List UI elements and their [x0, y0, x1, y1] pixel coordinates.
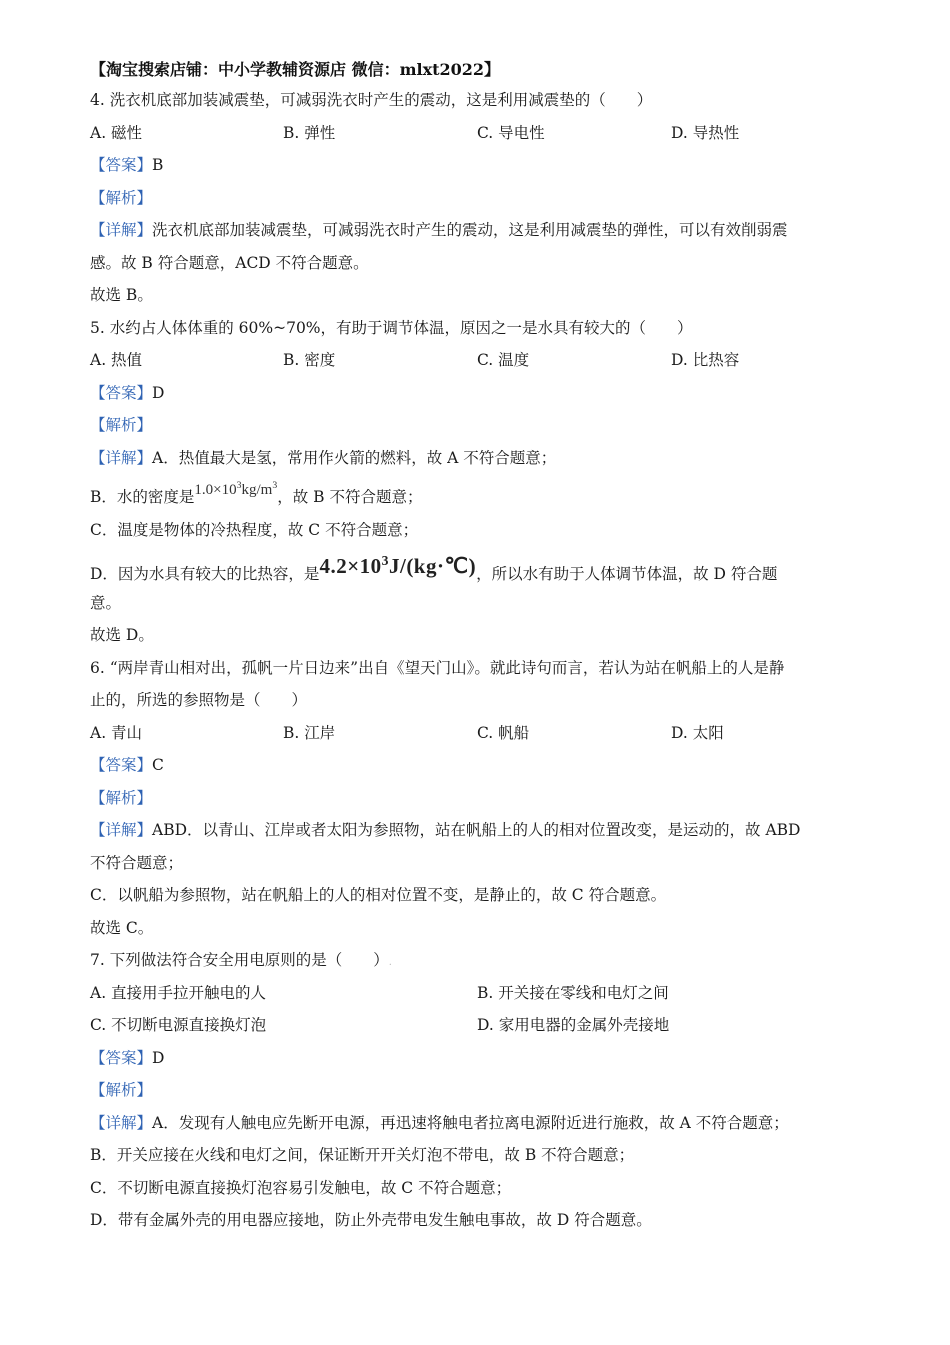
q6-option-b: B. 江岸	[283, 723, 336, 742]
q4-option-d: D. 导热性	[671, 123, 740, 142]
density-formula	[194, 482, 277, 498]
q6-option-a: A. 青山	[90, 723, 143, 742]
q4-option-c: C. 导电性	[477, 123, 545, 142]
q5-detail-d-pre: D．因为水具有较大的比热容，是	[90, 564, 320, 583]
analysis-tag: 【解析】	[90, 788, 153, 807]
q4-stem: 4. 洗衣机底部加装减震垫，可减弱洗衣时产生的震动，这是利用减震垫的（ ）	[90, 91, 653, 109]
document-page	[90, 56, 870, 1237]
q7-option-b: B. 开关接在零线和电灯之间	[477, 983, 669, 1002]
q7-analysis	[90, 1074, 870, 1107]
q6-stem-2: 止的，所选的参照物是（ ）	[90, 691, 308, 709]
q7-stem	[90, 944, 870, 977]
q5-detail-d-post: ，所以水有助于人体调节体温，故 D 符合题	[476, 564, 778, 583]
q7-options-row-1	[90, 977, 870, 1010]
q4-detail-text-1: 洗衣机底部加装减震垫，可减弱洗衣时产生的震动，这是利用减震垫的弹性，可以有效削弱震	[152, 221, 788, 239]
density-exp: 3	[236, 480, 242, 491]
q5-stem: 5. 水约占人体体重的 60%~70%，有助于调节体温，原因之一是水具有较大的（ ）	[90, 318, 693, 337]
stray-dot: .	[388, 957, 392, 968]
q6-stem-1: 6. “两岸青山相对出，孤帆一片日边来”出自《望天门山》。就此诗句而言，若认为站在帆船上的人是静	[90, 658, 785, 677]
q7-option-c: C. 不切断电源直接换灯泡	[90, 1016, 267, 1034]
q5-analysis	[90, 409, 870, 442]
q6-option-c: C. 帆船	[477, 723, 530, 742]
q5-conclusion: 故选 D。	[90, 626, 154, 644]
q6-option-d: D. 太阳	[671, 723, 724, 742]
analysis-tag: 【解析】	[90, 416, 153, 434]
density-unit-exp: 3	[272, 480, 278, 491]
q7-option-d: D. 家用电器的金属外壳接地	[477, 1016, 670, 1034]
q6-detail-2: 不符合题意；	[90, 853, 184, 872]
q5-options	[90, 344, 870, 377]
detail-tag: 【详解】	[90, 448, 153, 467]
q5-detail-a-text: A．热值最大是氢，常用作火箭的燃料，故 A 不符合题意；	[152, 448, 557, 467]
q4-options	[90, 117, 870, 150]
q4-detail-1	[90, 214, 870, 247]
heat-base: 4.2×10	[319, 553, 382, 578]
q6-detail-3: C．以帆船为参照物，站在帆船上的人的相对位置不变，是静止的，故 C 符合题意。	[90, 886, 667, 904]
q7-options-row-2	[90, 1009, 870, 1042]
q5-detail-b-post: ，故 B 不符合题意；	[277, 488, 423, 506]
q7-answer	[90, 1042, 870, 1075]
q4-conclusion: 故选 B。	[90, 286, 153, 304]
q4-detail-2: 感。故 B 符合题意，ACD 不符合题意。	[90, 253, 369, 272]
detail-tag: 【详解】	[90, 221, 153, 239]
q5-detail-d-2: 意。	[90, 593, 122, 612]
q6-detail-text-1: ABD．以青山、江岸或者太阳为参照物，站在帆船上的人的相对位置改变，是运动的，故 ABD	[152, 821, 801, 839]
answer-tag: 【答案】	[90, 383, 153, 402]
heat-unit: J/(kg·℃)	[388, 553, 477, 578]
q5-option-c: C. 温度	[477, 351, 530, 369]
heat-capacity-formula	[319, 554, 476, 578]
heat-exp: 3	[381, 552, 389, 568]
q7-stem-text: 7. 下列做法符合安全用电原则的是（ ）	[90, 951, 389, 969]
q5-option-a: A. 热值	[90, 351, 143, 369]
q4-answer	[90, 149, 870, 182]
q7-detail-a	[90, 1107, 870, 1140]
density-base: 1.0×10	[194, 482, 237, 498]
q7-answer-value: D	[152, 1048, 165, 1067]
q7-detail-c: C．不切断电源直接换灯泡容易引发触电，故 C 不符合题意；	[90, 1178, 512, 1197]
header-banner: 【淘宝搜索店铺：中小学教辅资源店 微信：mlxt2022】	[90, 60, 501, 79]
detail-tag: 【详解】	[90, 821, 153, 839]
q5-option-b: B. 密度	[283, 351, 336, 369]
q5-detail-a	[90, 442, 870, 475]
q6-conclusion: 故选 C。	[90, 918, 154, 937]
q5-answer	[90, 377, 870, 410]
q5-option-d: D. 比热容	[671, 351, 740, 369]
q4-option-a: A. 磁性	[90, 123, 143, 142]
q6-detail-1	[90, 814, 870, 847]
q6-answer	[90, 749, 870, 782]
q5-detail-c: C．温度是物体的冷热程度，故 C 不符合题意；	[90, 521, 419, 539]
q5-detail-d	[90, 547, 870, 587]
q7-option-a: A. 直接用手拉开触电的人	[90, 983, 267, 1002]
analysis-tag: 【解析】	[90, 1081, 153, 1099]
q5-detail-b-pre: B．水的密度是	[90, 488, 195, 506]
density-unit: kg/m	[241, 482, 273, 498]
q7-detail-a-text: A．发现有人触电应先断开电源，再迅速将触电者拉离电源附近进行施救，故 A 不符合题意；	[152, 1113, 789, 1132]
q5-detail-b	[90, 474, 870, 514]
analysis-tag: 【解析】	[90, 188, 153, 207]
q6-options	[90, 717, 870, 750]
answer-tag: 【答案】	[90, 1048, 153, 1067]
q7-detail-d: D．带有金属外壳的用电器应接地，防止外壳带电发生触电事故，故 D 符合题意。	[90, 1211, 652, 1229]
q6-answer-value: C	[152, 756, 164, 774]
q5-answer-value: D	[152, 383, 165, 402]
answer-tag: 【答案】	[90, 756, 153, 774]
q4-analysis	[90, 182, 870, 215]
q4-answer-value: B	[152, 156, 164, 174]
q6-analysis	[90, 782, 870, 815]
detail-tag: 【详解】	[90, 1113, 153, 1132]
q4-option-b: B. 弹性	[283, 123, 336, 142]
answer-tag: 【答案】	[90, 156, 153, 174]
q7-detail-b: B．开关应接在火线和电灯之间，保证断开开关灯泡不带电，故 B 不符合题意；	[90, 1146, 635, 1164]
